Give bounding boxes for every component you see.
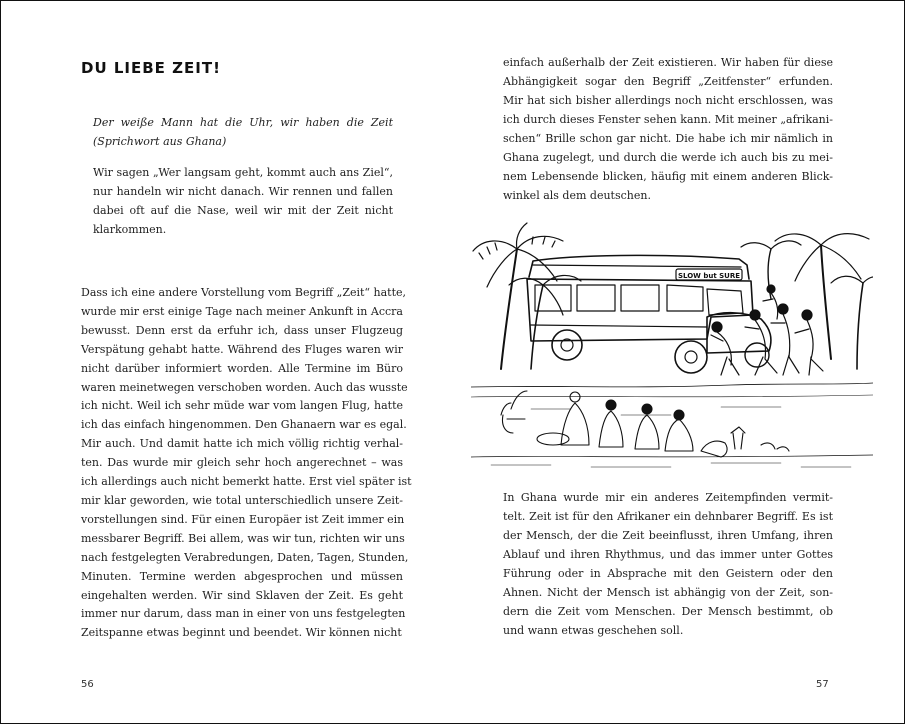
text-line: Mir hat sich bisher allerdings noch nicht erschlossen, was (503, 94, 833, 107)
text-line: ich das einfach hingenommen. Den Ghanaern war es egal. (81, 418, 407, 432)
text-line: In Ghana wurde mir ein anderes Zeitempfinden vermit- (503, 491, 833, 504)
text-line: klarkommen. (93, 223, 167, 236)
text-line: Zeitspanne etwas beginnt und beendet. Wir können nicht (81, 626, 402, 640)
left-page (1, 1, 453, 723)
text-line: eingehalten werden. Wir sind Sklaven der Zeit. Es geht (81, 588, 403, 602)
text-line: nicht darüber informiert worden. Alle Termine im Büro (81, 361, 403, 375)
text-line: Dass ich eine andere Vorstellung vom Begriff „Zeit“ hatte, (81, 286, 407, 299)
people-pushing (711, 285, 823, 375)
text-line: Führung oder in Absprache mit den Geistern oder den (503, 567, 833, 580)
palm-tree-right (741, 234, 873, 369)
text-line: Mir auch. Und damit hatte ich mich völlig richtig verhal- (81, 437, 403, 451)
text-line: Ablauf und ihren Rhythmus, und das immer unter Gottes (503, 548, 833, 561)
text-line: mir klar geworden, wie total unterschiedlich unsere Zeit- (81, 493, 403, 507)
text-line: Der weiße Mann hat die Uhr, wir haben die Zeit (93, 116, 393, 129)
text-line: Minuten. Termine werden abgesprochen und müssen (81, 569, 403, 583)
tro-tro-illustration (471, 219, 873, 477)
palm-tree-left (473, 223, 581, 369)
text-line: vorstellungen sind. Für einen Europäer ist Zeit immer ein (81, 512, 405, 526)
text-line: dern die Zeit vom Menschen. Der Mensch bestimmt, ob (503, 605, 833, 618)
chapter-heading: DU LIEBE ZEIT! (81, 59, 221, 77)
text-line: Ghana zugelegt, und durch die werde ich auch bis zu mei- (503, 151, 833, 164)
body-text-right-top (503, 53, 833, 205)
text-line: nem Lebensende blicken, häufig mit einem anderen Blick- (503, 170, 833, 183)
text-line: einfach außerhalb der Zeit existieren. Wir haben für diese (503, 56, 833, 69)
text-line: Wir sagen „Wer langsam geht, kommt auch ans Ziel“, (93, 166, 393, 179)
text-line: ich allerdings auch nicht bemerkt hatte. Erst viel später ist (81, 475, 412, 489)
text-line: schen“ Brille schon gar nicht. Die habe ich mir nämlich in (503, 132, 833, 145)
intro-paragraph (93, 163, 393, 239)
text-line: Verspätung gehabt hatte. Während des Fluges waren wir (81, 342, 403, 356)
bus-sign-text: SLOW but SURE (677, 272, 741, 280)
text-line: (Sprichwort aus Ghana) (93, 135, 227, 148)
body-text-left (81, 284, 412, 643)
text-line: der Mensch, der die Zeit beeinflusst, ihren Umfang, ihren (503, 529, 833, 542)
text-line: telt. Zeit ist für den Afrikaner ein dehnbarer Begriff. Es ist (503, 510, 833, 523)
body-text-right-bottom (503, 488, 833, 640)
text-line: immer nur darum, dass man in einer von uns festgelegten (81, 607, 406, 621)
text-line: und wann etwas geschehen soll. (503, 624, 684, 637)
page-number-right: 57 (816, 679, 829, 690)
text-line: ich nicht. Weil ich sehr müde war vom langen Flug, hatte (81, 399, 403, 413)
text-line: Abhängigkeit sogar den Begriff „Zeitfenster“ erfunden. (503, 75, 833, 88)
text-line: nur handeln wir nicht danach. Wir rennen und fallen (93, 185, 393, 198)
right-page (453, 1, 904, 723)
text-line: bewusst. Denn erst da erfuhr ich, dass unser Flugzeug (81, 323, 403, 337)
text-line: messbarer Begriff. Bei allem, was wir tun, richten wir uns (81, 531, 405, 545)
text-line: ten. Das wurde mir gleich sehr hoch angerechnet – was (81, 456, 403, 470)
text-line: dabei oft auf die Nase, weil wir mit der Zeit nicht (93, 204, 393, 217)
text-line: wurde mir erst einige Tage nach meiner Ankunft in Accra (81, 304, 403, 318)
market-women (501, 391, 789, 457)
text-line: ich durch dieses Fenster sehen kann. Mit meiner „afrikani- (503, 113, 833, 126)
text-line: Ahnen. Nicht der Mensch ist abhängig von der Zeit, son- (503, 586, 833, 599)
page-number-left: 56 (81, 679, 94, 690)
text-line: winkel als dem deutschen. (503, 189, 651, 202)
text-line: waren meinetwegen verschoben worden. Auch das wusste (81, 380, 408, 394)
bus (527, 255, 771, 373)
epigraph-quote (93, 113, 393, 151)
text-line: nach festgelegten Verabredungen, Daten, Tagen, Stunden, (81, 550, 409, 564)
